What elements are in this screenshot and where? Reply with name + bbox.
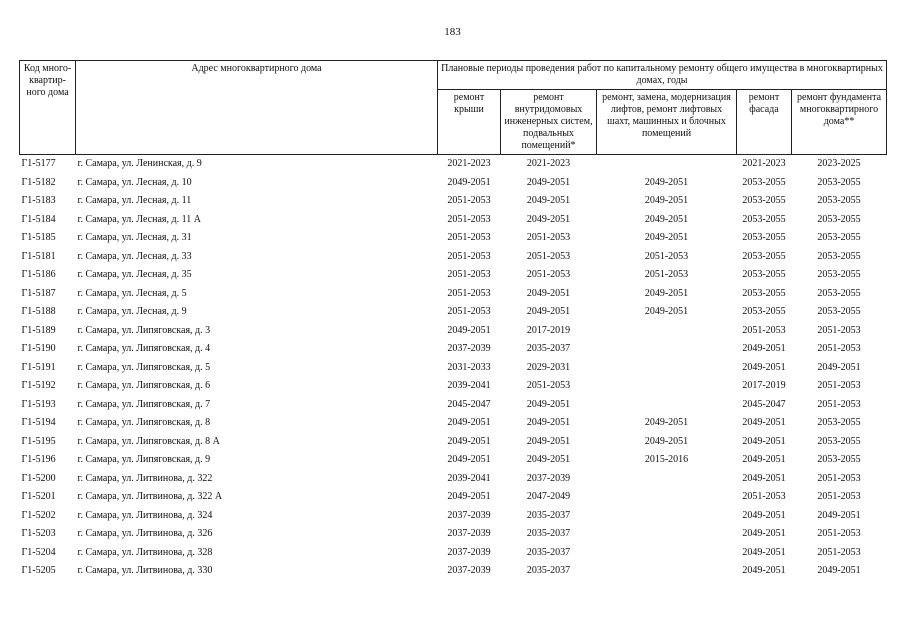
table-row [20,303,887,322]
cell-foundation: 2053-2055 [817,454,861,466]
cell-roof: 2021-2023 [447,158,491,170]
cell-elevators: 2049-2051 [644,232,689,244]
cell-roof: 2051-2053 [447,213,491,225]
cell-engineering: 2049-2051 [526,195,571,207]
cell-code: Г1-5186 [21,269,56,281]
cell-elevators [597,544,737,563]
cell-elevators [597,507,737,526]
cell-address: г. Самара, ул. Лесная, д. 33 [77,250,192,262]
header-address: Адрес многоквартирного дома [76,61,438,155]
cell-roof: 2037-2039 [447,565,491,577]
cell-foundation: 2053-2055 [817,306,861,318]
cell-elevators: 2049-2051 [644,417,689,429]
cell-engineering: 2035-2037 [526,546,571,558]
cell-roof: 2051-2053 [447,195,491,207]
cell-code: Г1-5193 [21,398,56,410]
cell-code: Г1-5182 [21,176,56,188]
cell-address: г. Самара, ул. Лесная, д. 5 [77,287,187,299]
cell-engineering: 2017-2019 [526,324,571,336]
cell-foundation: 2053-2055 [817,232,861,244]
cell-engineering: 2051-2053 [526,232,571,244]
cell-facade: 2049-2051 [742,435,786,447]
cell-engineering: 2035-2037 [526,343,571,355]
cell-engineering: 2049-2051 [526,213,571,225]
cell-foundation: 2053-2055 [817,195,861,207]
cell-facade: 2053-2055 [742,232,786,244]
cell-engineering: 2049-2051 [526,306,571,318]
cell-address: г. Самара, ул. Липяговская, д. 9 [77,454,211,466]
cell-code: Г1-5183 [21,195,56,207]
cell-facade: 2017-2019 [742,380,786,392]
table-row [20,174,887,193]
cell-roof: 2037-2039 [447,528,491,540]
cell-code: Г1-5202 [21,509,56,521]
table-row [20,359,887,378]
table-row [20,451,887,470]
cell-address: г. Самара, ул. Липяговская, д. 8 [77,417,211,429]
cell-elevators: 2049-2051 [644,306,689,318]
cell-address: г. Самара, ул. Литвинова, д. 330 [77,565,213,577]
cell-address: г. Самара, ул. Липяговская, д. 3 [77,324,211,336]
cell-code: Г1-5194 [21,417,56,429]
cell-facade: 2051-2053 [742,324,786,336]
cell-foundation: 2053-2055 [817,250,861,262]
cell-address: г. Самара, ул. Лесная, д. 31 [77,232,192,244]
cell-address: г. Самара, ул. Липяговская, д. 8 А [77,435,220,447]
table-row [20,525,887,544]
cell-address: г. Самара, ул. Лесная, д. 10 [77,176,192,188]
cell-roof: 2039-2041 [447,472,491,484]
cell-foundation: 2053-2055 [817,417,861,429]
cell-roof: 2049-2051 [447,324,491,336]
cell-code: Г1-5195 [21,435,56,447]
cell-elevators: 2049-2051 [644,287,689,299]
cell-address: г. Самара, ул. Липяговская, д. 6 [77,380,211,392]
cell-roof: 2045-2047 [447,398,491,410]
cell-code: Г1-5188 [21,306,56,318]
table-row [20,414,887,433]
cell-address: г. Самара, ул. Литвинова, д. 326 [77,528,213,540]
cell-code: Г1-5191 [21,361,56,373]
cell-code: Г1-5190 [21,343,56,355]
cell-facade: 2053-2055 [742,213,786,225]
table-row [20,470,887,489]
cell-engineering: 2021-2023 [526,158,571,170]
cell-foundation: 2053-2055 [817,176,861,188]
cell-roof: 2051-2053 [447,232,491,244]
cell-roof: 2049-2051 [447,417,491,429]
cell-address: г. Самара, ул. Ленинская, д. 9 [77,158,202,170]
cell-elevators [597,470,737,489]
table-row [20,285,887,304]
cell-facade: 2053-2055 [742,176,786,188]
cell-facade: 2049-2051 [742,472,786,484]
cell-engineering: 2029-2031 [526,361,571,373]
table-row [20,507,887,526]
cell-address: г. Самара, ул. Липяговская, д. 7 [77,398,211,410]
table-row [20,155,887,174]
header-foundation: ремонт фундамента многоквартирного дома** [792,90,887,155]
cell-foundation: 2053-2055 [817,213,861,225]
cell-address: г. Самара, ул. Лесная, д. 9 [77,306,187,318]
cell-roof: 2037-2039 [447,509,491,521]
cell-engineering: 2051-2053 [526,380,571,392]
cell-address: г. Самара, ул. Лесная, д. 11 [77,195,192,207]
cell-roof: 2049-2051 [447,491,491,503]
cell-engineering: 2049-2051 [526,398,571,410]
cell-facade: 2053-2055 [742,287,786,299]
cell-code: Г1-5201 [21,491,56,503]
header-roof: ремонт крыши [438,90,501,155]
table-row [20,377,887,396]
cell-roof: 2049-2051 [447,454,491,466]
table-row [20,266,887,285]
cell-address: г. Самара, ул. Литвинова, д. 324 [77,509,213,521]
header-elevators: ремонт, замена, модернизация лифтов, ремонт лифтовых шахт, машинных и блочных помещений [597,90,737,155]
cell-engineering: 2035-2037 [526,565,571,577]
cell-foundation: 2049-2051 [817,565,861,577]
cell-elevators [597,525,737,544]
cell-foundation: 2049-2051 [817,509,861,521]
table-row [20,433,887,452]
cell-code: Г1-5184 [21,213,56,225]
cell-facade: 2051-2053 [742,491,786,503]
cell-engineering: 2035-2037 [526,528,571,540]
cell-code: Г1-5181 [21,250,56,262]
cell-code: Г1-5185 [21,232,56,244]
cell-code: Г1-5200 [21,472,56,484]
cell-engineering: 2049-2051 [526,176,571,188]
cell-code: Г1-5203 [21,528,56,540]
cell-address: г. Самара, ул. Лесная, д. 11 А [77,213,201,225]
cell-address: г. Самара, ул. Литвинова, д. 322 А [77,491,223,503]
cell-engineering: 2051-2053 [526,250,571,262]
cell-code: Г1-5187 [21,287,56,299]
cell-facade: 2053-2055 [742,269,786,281]
header-periods: Плановые периоды проведения работ по капитальному ремонту общего имущества в многоквартирных домах, годы [438,61,887,90]
cell-engineering: 2037-2039 [526,472,571,484]
cell-foundation: 2051-2053 [817,472,861,484]
cell-code: Г1-5196 [21,454,56,466]
cell-code: Г1-5177 [21,158,56,170]
cell-engineering: 2049-2051 [526,454,571,466]
cell-facade: 2049-2051 [742,528,786,540]
cell-roof: 2037-2039 [447,546,491,558]
table-row [20,544,887,563]
table-row [20,229,887,248]
table-row [20,248,887,267]
cell-facade: 2049-2051 [742,546,786,558]
cell-address: г. Самара, ул. Липяговская, д. 4 [77,343,211,355]
header-row [20,61,887,90]
cell-address: г. Самара, ул. Лесная, д. 35 [77,269,192,281]
cell-address: г. Самара, ул. Литвинова, д. 328 [77,546,213,558]
cell-engineering: 2051-2053 [526,269,571,281]
table-row [20,340,887,359]
cell-facade: 2053-2055 [742,250,786,262]
cell-foundation: 2023-2025 [817,158,861,170]
cell-code: Г1-5205 [21,565,56,577]
cell-foundation: 2051-2053 [817,324,861,336]
table-row [20,192,887,211]
cell-roof: 2051-2053 [447,287,491,299]
cell-facade: 2049-2051 [742,343,786,355]
cell-engineering: 2035-2037 [526,509,571,521]
cell-facade: 2049-2051 [742,361,786,373]
table-row [20,562,887,581]
cell-foundation: 2051-2053 [817,491,861,503]
cell-roof: 2031-2033 [447,361,491,373]
cell-foundation: 2051-2053 [817,380,861,392]
cell-elevators [597,562,737,581]
header-facade: ремонт фасада [737,90,792,155]
cell-foundation: 2051-2053 [817,398,861,410]
cell-code: Г1-5189 [21,324,56,336]
cell-roof: 2049-2051 [447,435,491,447]
cell-roof: 2049-2051 [447,176,491,188]
cell-facade: 2049-2051 [742,454,786,466]
cell-engineering: 2049-2051 [526,287,571,299]
cell-elevators: 2051-2053 [644,269,689,281]
cell-elevators [597,155,737,174]
cell-elevators: 2049-2051 [644,176,689,188]
header-code: Код много-квартир-ного дома [20,61,76,155]
cell-foundation: 2051-2053 [817,343,861,355]
table-body [20,155,887,581]
cell-elevators [597,322,737,341]
cell-foundation: 2049-2051 [817,361,861,373]
cell-elevators [597,488,737,507]
cell-elevators: 2049-2051 [644,213,689,225]
cell-roof: 2051-2053 [447,250,491,262]
cell-foundation: 2053-2055 [817,269,861,281]
cell-roof: 2051-2053 [447,269,491,281]
cell-elevators [597,396,737,415]
cell-roof: 2037-2039 [447,343,491,355]
cell-facade: 2049-2051 [742,509,786,521]
cell-roof: 2039-2041 [447,380,491,392]
cell-facade: 2053-2055 [742,195,786,207]
cell-elevators: 2051-2053 [644,250,689,262]
table-row [20,396,887,415]
cell-facade: 2053-2055 [742,306,786,318]
cell-engineering: 2049-2051 [526,435,571,447]
cell-elevators: 2049-2051 [644,195,689,207]
cell-engineering: 2047-2049 [526,491,571,503]
cell-code: Г1-5204 [21,546,56,558]
page-number: 183 [444,26,461,38]
cell-foundation: 2051-2053 [817,546,861,558]
cell-elevators: 2049-2051 [644,435,689,447]
capital-repair-table [19,60,887,581]
cell-elevators: 2015-2016 [644,454,689,466]
cell-engineering: 2049-2051 [526,417,571,429]
table-row [20,488,887,507]
cell-facade: 2045-2047 [742,398,786,410]
cell-code: Г1-5192 [21,380,56,392]
table-row [20,322,887,341]
cell-roof: 2051-2053 [447,306,491,318]
cell-foundation: 2051-2053 [817,528,861,540]
cell-facade: 2049-2051 [742,565,786,577]
cell-facade: 2049-2051 [742,417,786,429]
cell-elevators [597,359,737,378]
header-engineering: ремонт внутридомовых инженерных систем, подвальных помещений* [501,90,597,155]
table-row [20,211,887,230]
cell-elevators [597,340,737,359]
cell-foundation: 2053-2055 [817,287,861,299]
cell-foundation: 2053-2055 [817,435,861,447]
cell-facade: 2021-2023 [742,158,786,170]
cell-elevators [597,377,737,396]
cell-address: г. Самара, ул. Литвинова, д. 322 [77,472,213,484]
cell-address: г. Самара, ул. Липяговская, д. 5 [77,361,211,373]
